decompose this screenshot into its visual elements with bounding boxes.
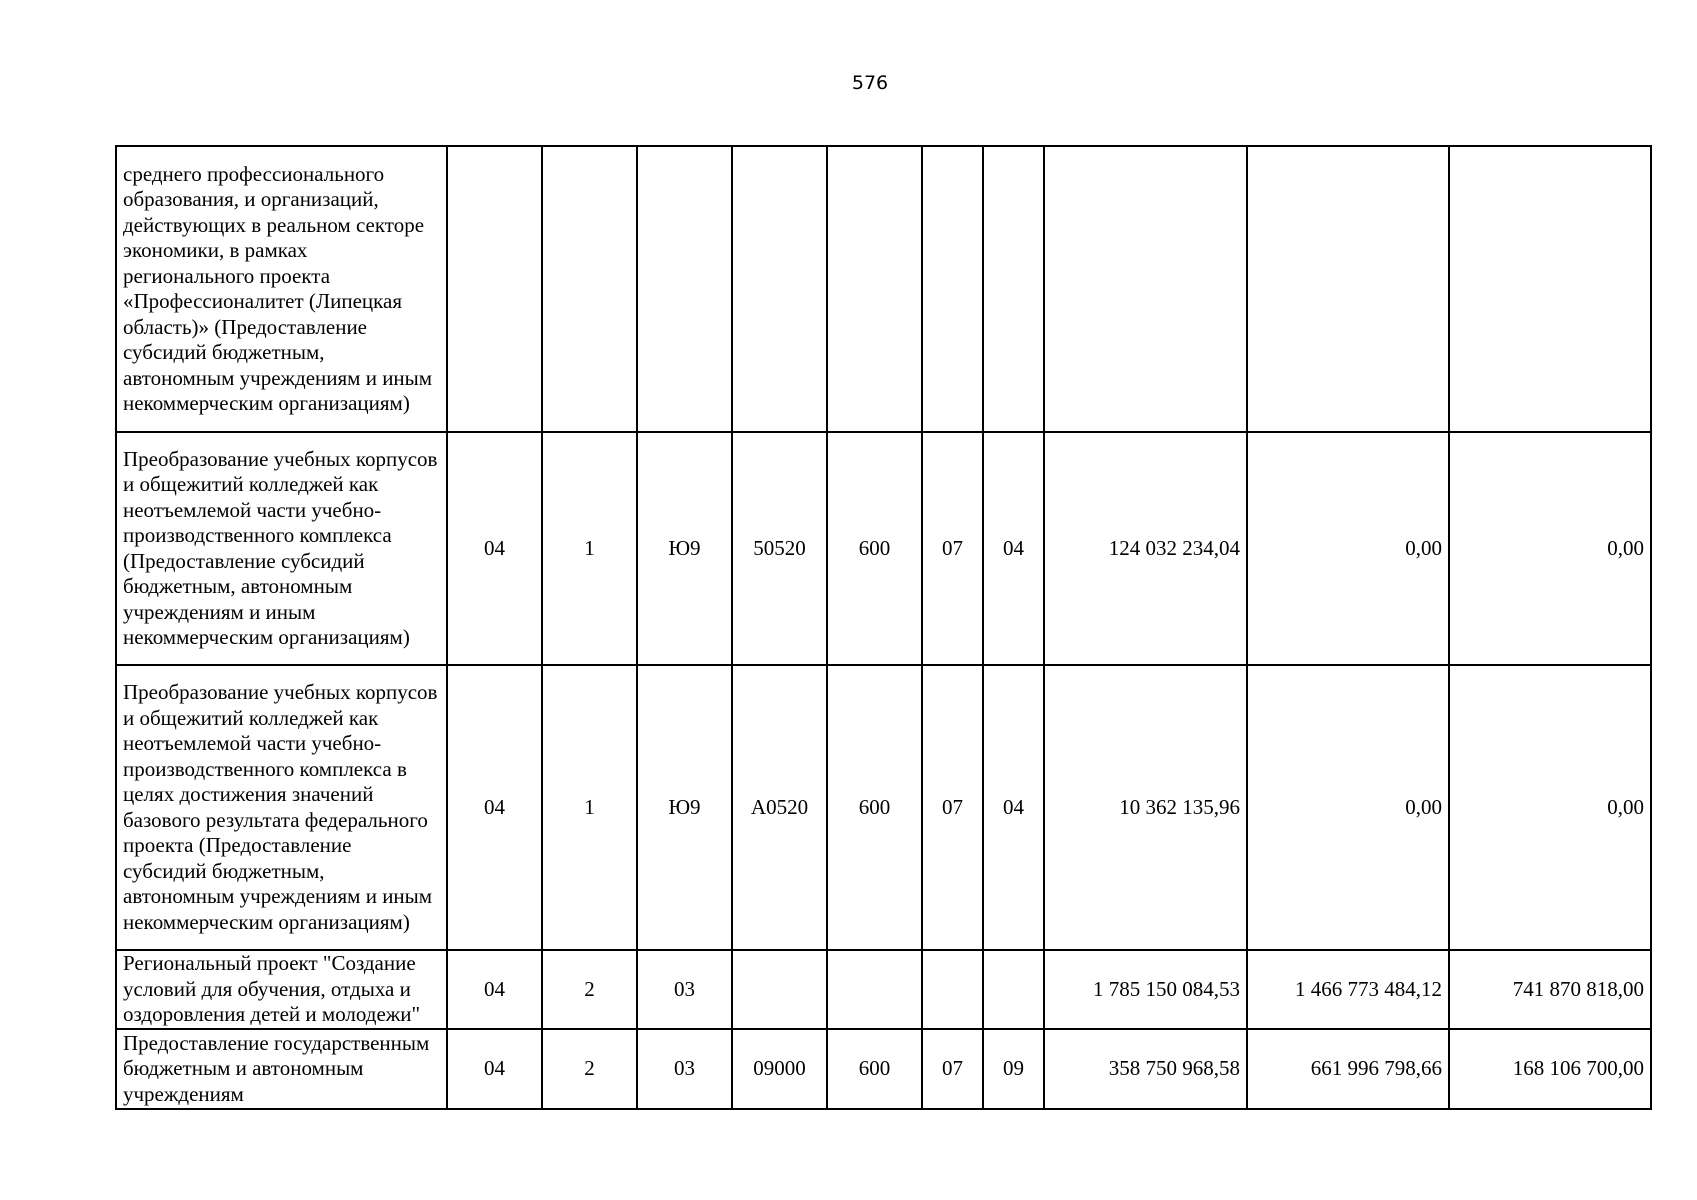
- code-section: [922, 146, 983, 432]
- code-project: 03: [637, 1029, 732, 1109]
- page-number: 576: [851, 72, 889, 94]
- amount-year-1: 358 750 968,58: [1044, 1029, 1247, 1109]
- code-section: [922, 950, 983, 1029]
- code-expense-type: [827, 146, 922, 432]
- code-project: Ю9: [637, 432, 732, 665]
- code-subprogram: 1: [542, 432, 637, 665]
- row-description: Региональный проект "Создание условий для обучения, отдыха и оздоровления детей и молодежи": [116, 950, 447, 1029]
- amount-year-3: [1449, 146, 1651, 432]
- amount-year-2: 661 996 798,66: [1247, 1029, 1449, 1109]
- code-subprogram: 1: [542, 665, 637, 950]
- amount-year-2: 0,00: [1247, 665, 1449, 950]
- code-program: 04: [447, 1029, 542, 1109]
- code-program: [447, 146, 542, 432]
- row-description: Преобразование учебных корпусов и общежитий колледжей как неотъемлемой части учебно-производственного комплекса (Предоставление субсидий бюджетным, автономным учреждениям и иным некоммерческим организациям): [116, 432, 447, 665]
- code-project: [637, 146, 732, 432]
- table-row: [116, 665, 1651, 950]
- code-subsection: 04: [983, 665, 1044, 950]
- code-direction: 09000: [732, 1029, 827, 1109]
- code-program: 04: [447, 950, 542, 1029]
- code-subsection: [983, 146, 1044, 432]
- code-expense-type: 600: [827, 665, 922, 950]
- table-row: [116, 1029, 1651, 1109]
- code-direction: [732, 950, 827, 1029]
- code-direction: А0520: [732, 665, 827, 950]
- code-subprogram: 2: [542, 1029, 637, 1109]
- budget-table: [115, 145, 1652, 1110]
- amount-year-2: [1247, 146, 1449, 432]
- code-project: Ю9: [637, 665, 732, 950]
- amount-year-1: 10 362 135,96: [1044, 665, 1247, 950]
- row-description: Преобразование учебных корпусов и общежитий колледжей как неотъемлемой части учебно-производственного комплекса в целях достижения значений базового результата федерального проекта (Предоставление субсидий бюджетным, автономным учреждениям и иным некоммерческим организациям): [116, 665, 447, 950]
- row-description: среднего профессионального образования, и организаций, действующих в реальном секторе экономики, в рамках регионального проекта «Профессионалитет (Липецкая область)» (Предоставление субсидий бюджетным, автономным учреждениям и иным некоммерческим организациям): [116, 146, 447, 432]
- amount-year-3: 741 870 818,00: [1449, 950, 1651, 1029]
- row-description: Предоставление государственным бюджетным и автономным учреждениям: [116, 1029, 447, 1109]
- amount-year-1: 1 785 150 084,53: [1044, 950, 1247, 1029]
- amount-year-2: 0,00: [1247, 432, 1449, 665]
- code-subsection: [983, 950, 1044, 1029]
- code-section: 07: [922, 665, 983, 950]
- code-section: 07: [922, 432, 983, 665]
- table-row: [116, 432, 1651, 665]
- code-expense-type: 600: [827, 432, 922, 665]
- code-program: 04: [447, 432, 542, 665]
- code-section: 07: [922, 1029, 983, 1109]
- code-direction: 50520: [732, 432, 827, 665]
- code-project: 03: [637, 950, 732, 1029]
- code-expense-type: [827, 950, 922, 1029]
- code-subprogram: 2: [542, 950, 637, 1029]
- code-subsection: 09: [983, 1029, 1044, 1109]
- code-subprogram: [542, 146, 637, 432]
- code-program: 04: [447, 665, 542, 950]
- amount-year-3: 168 106 700,00: [1449, 1029, 1651, 1109]
- table-row: [116, 146, 1651, 432]
- amount-year-3: 0,00: [1449, 665, 1651, 950]
- amount-year-1: 124 032 234,04: [1044, 432, 1247, 665]
- amount-year-3: 0,00: [1449, 432, 1651, 665]
- code-direction: [732, 146, 827, 432]
- amount-year-2: 1 466 773 484,12: [1247, 950, 1449, 1029]
- table-row: [116, 950, 1651, 1029]
- code-expense-type: 600: [827, 1029, 922, 1109]
- amount-year-1: [1044, 146, 1247, 432]
- code-subsection: 04: [983, 432, 1044, 665]
